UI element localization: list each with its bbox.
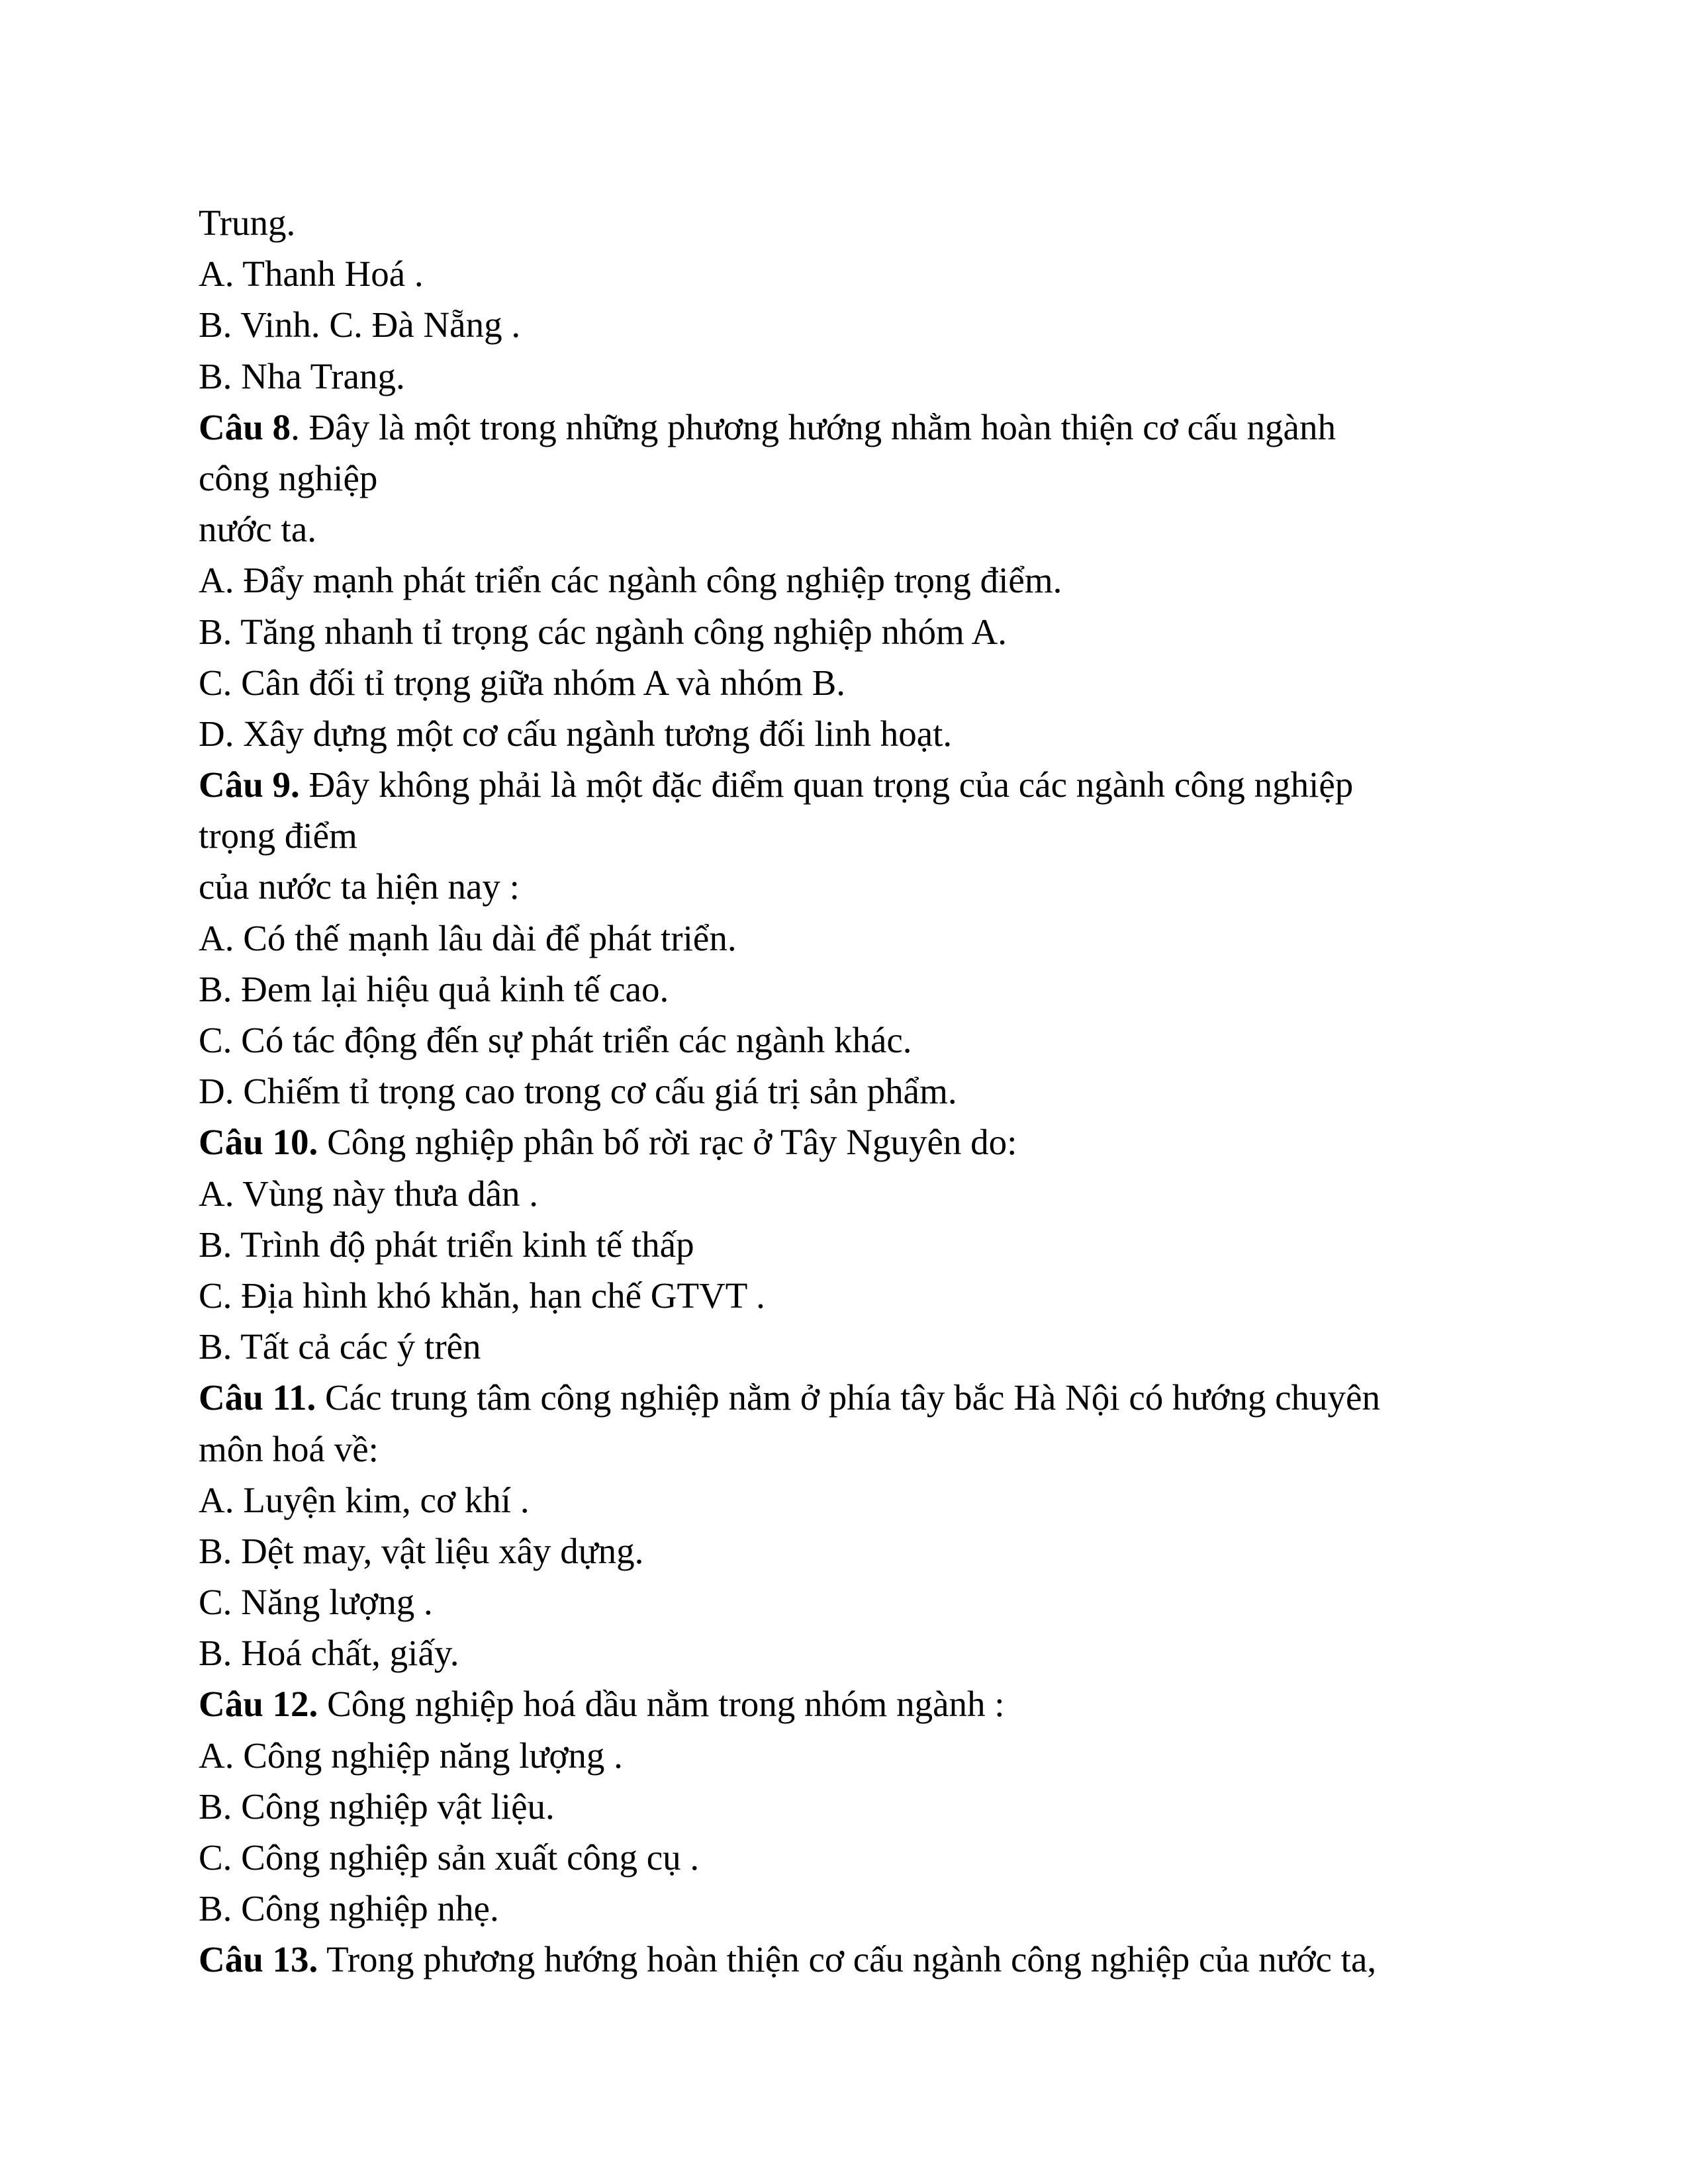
line-text: Trong phương hướng hoàn thiện cơ cấu ngành công nghiệp của nước ta, (318, 1939, 1377, 1980)
question-number: Câu 9. (199, 764, 300, 805)
text-line (199, 1475, 1509, 1525)
line-text: . Đây là một trong những phương hướng nhằm hoàn thiện cơ cấu ngành (291, 406, 1336, 447)
line-text: A. Đẩy mạnh phát triển các ngành công nghiệp trọng điểm. (199, 560, 1062, 601)
text-line (199, 504, 1509, 555)
text-line (199, 1270, 1509, 1321)
question-number: Câu 8 (199, 406, 291, 447)
text-line (199, 1883, 1509, 1934)
text-line (199, 248, 1509, 299)
text-line (199, 1627, 1509, 1678)
text-line (199, 657, 1509, 708)
text-line (199, 708, 1509, 759)
question-line (199, 1934, 1509, 1985)
document-body (199, 197, 1509, 1985)
line-text: D. Chiếm tỉ trọng cao trong cơ cấu giá trị sản phẩm. (199, 1071, 957, 1112)
line-text: trọng điểm (199, 815, 357, 856)
line-text: A. Luyện kim, cơ khí . (199, 1479, 530, 1520)
text-line (199, 555, 1509, 606)
line-text: C. Địa hình khó khăn, hạn chế GTVT . (199, 1275, 765, 1316)
text-line (199, 453, 1509, 504)
question-line (199, 402, 1509, 453)
line-text: B. Vinh. C. Đà Nẵng . (199, 304, 521, 345)
text-line (199, 861, 1509, 912)
line-text: A. Vùng này thưa dân . (199, 1173, 539, 1214)
line-text: A. Thanh Hoá . (199, 253, 424, 295)
text-line (199, 1832, 1509, 1883)
line-text: công nghiệp (199, 457, 378, 498)
line-text: B. Tất cả các ý trên (199, 1326, 481, 1367)
line-text: C. Công nghiệp sản xuất công cụ . (199, 1837, 700, 1878)
text-line (199, 1168, 1509, 1219)
question-number: Câu 13. (199, 1939, 318, 1980)
line-text: nước ta. (199, 509, 316, 550)
text-line (199, 299, 1509, 350)
text-line (199, 351, 1509, 402)
line-text: Đây không phải là một đặc điểm quan trọng của các ngành công nghiệp (299, 764, 1354, 805)
text-line (199, 1321, 1509, 1372)
text-line (199, 810, 1509, 861)
line-text: B. Trình độ phát triển kinh tế thấp (199, 1224, 694, 1265)
line-text: môn hoá về: (199, 1428, 379, 1469)
text-line (199, 197, 1509, 248)
question-line (199, 759, 1509, 810)
text-line (199, 1015, 1509, 1066)
text-line (199, 606, 1509, 657)
line-text: A. Có thế mạnh lâu dài để phát triển. (199, 917, 737, 958)
line-text: C. Cân đối tỉ trọng giữa nhóm A và nhóm B. (199, 662, 846, 703)
question-number: Câu 10. (199, 1122, 318, 1163)
text-line (199, 1525, 1509, 1576)
text-line (199, 1424, 1509, 1475)
line-text: C. Năng lượng . (199, 1582, 433, 1623)
question-line (199, 1678, 1509, 1729)
text-line (199, 1219, 1509, 1270)
line-text: Trung. (199, 203, 296, 243)
line-text: D. Xây dựng một cơ cấu ngành tương đối linh hoạt. (199, 713, 953, 754)
text-line (199, 964, 1509, 1015)
text-line (199, 1576, 1509, 1627)
line-text: Các trung tâm công nghiệp nằm ở phía tây bắc Hà Nội có hướng chuyên (316, 1377, 1380, 1418)
line-text: B. Công nghiệp vật liệu. (199, 1786, 555, 1827)
question-number: Câu 12. (199, 1684, 318, 1725)
text-line (199, 913, 1509, 964)
line-text: B. Dệt may, vật liệu xây dựng. (199, 1530, 644, 1571)
question-line (199, 1116, 1509, 1167)
line-text: B. Hoá chất, giấy. (199, 1633, 459, 1674)
line-text: của nước ta hiện nay : (199, 866, 520, 907)
question-number: Câu 11. (199, 1377, 316, 1418)
line-text: B. Công nghiệp nhẹ. (199, 1888, 499, 1929)
line-text: B. Đem lại hiệu quả kinh tế cao. (199, 968, 669, 1009)
text-line (199, 1730, 1509, 1781)
line-text: B. Tăng nhanh tỉ trọng các ngành công nghiệp nhóm A. (199, 611, 1007, 652)
line-text: Công nghiệp hoá dầu nằm trong nhóm ngành : (318, 1684, 1005, 1725)
line-text: B. Nha Trang. (199, 355, 405, 396)
text-line (199, 1066, 1509, 1116)
line-text: A. Công nghiệp năng lượng . (199, 1735, 623, 1776)
line-text: C. Có tác động đến sự phát triển các ngành khác. (199, 1020, 912, 1060)
line-text: Công nghiệp phân bố rời rạc ở Tây Nguyên do: (318, 1122, 1017, 1163)
question-line (199, 1372, 1509, 1423)
text-line (199, 1781, 1509, 1832)
